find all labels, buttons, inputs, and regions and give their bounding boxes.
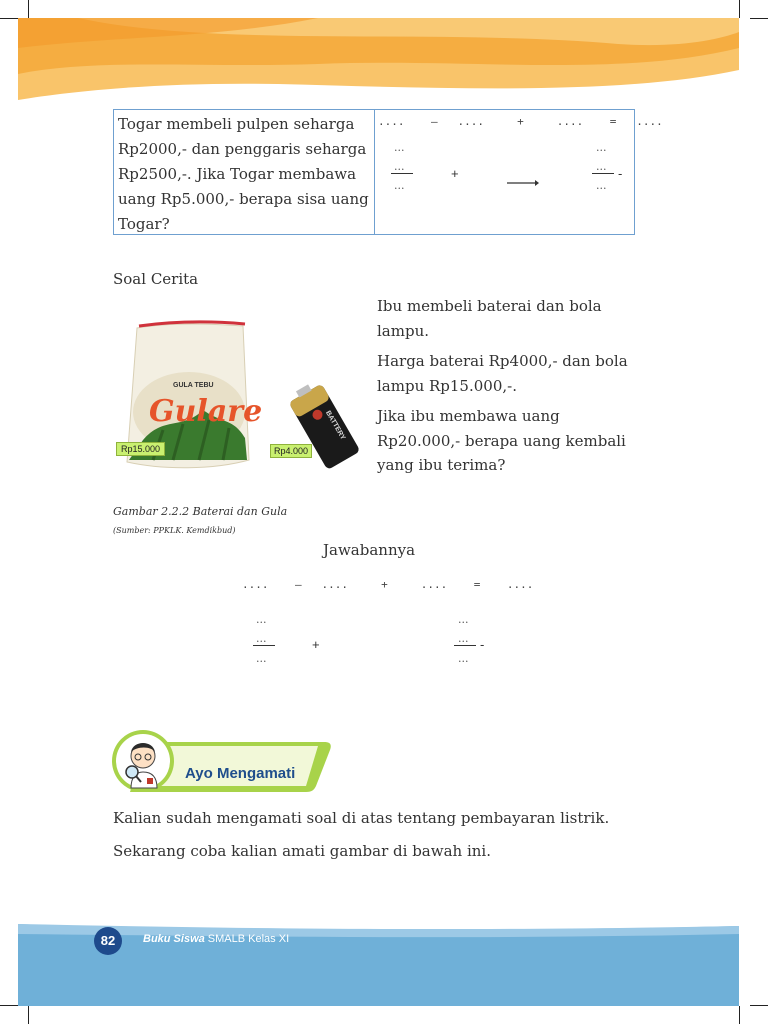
answer-equation: .... – .... + .... = .... (242, 578, 534, 591)
fraction-dots: ... (394, 160, 405, 173)
fraction-bar (454, 645, 476, 646)
fraction-bar (592, 173, 614, 174)
answer-label: Jawabannya (323, 541, 416, 559)
question-table (113, 109, 663, 235)
battery-price-tag: Rp4.000 (270, 444, 312, 458)
footer-book-rest: SMALB Kelas XI (204, 933, 290, 945)
crop-mark (739, 1006, 740, 1024)
product-image (113, 320, 365, 472)
question-text: Togar membeli pulpen seharga Rp2000,- dan penggaris seharga Rp2500,-. Jika Togar membawa uang Rp5.000,- berapa sisa uang Togar? (118, 115, 369, 233)
crop-mark (28, 0, 29, 18)
section-banner-title: Ayo Mengamati (185, 765, 296, 782)
closing-line-1: Kalian sudah mengamati soal di atas tentang pembayaran listrik. (113, 809, 610, 827)
fraction-dots: ... (596, 160, 607, 173)
fraction-bar (391, 173, 413, 174)
footer-wave (18, 906, 739, 1006)
table-equation: .... – .... + .... = .... (378, 115, 663, 128)
fraction-dots: ... (596, 141, 607, 154)
fraction-dots: ... (458, 652, 469, 665)
crop-mark (0, 1005, 18, 1006)
crop-mark (739, 0, 740, 18)
fraction-dots: ... (458, 613, 469, 626)
figure-source: (Sumber: PPKLK. Kemdikbud) (113, 526, 236, 535)
footer-book-bold: Buku Siswa (143, 933, 205, 945)
arrow-icon (507, 178, 539, 188)
plus-sign: + (451, 166, 459, 181)
crop-mark (28, 1006, 29, 1024)
fraction-dots: ... (256, 613, 267, 626)
story-paragraph-3: Jika ibu membawa uang Rp20.000,- berapa uang kembali yang ibu terima? (377, 407, 626, 474)
plus-sign: + (312, 637, 320, 652)
fraction-dots: ... (394, 141, 405, 154)
fraction-dots: ... (394, 179, 405, 192)
sugar-price-tag: Rp15.000 (116, 442, 165, 456)
footer-book-title (143, 933, 289, 945)
fraction-dots: ... (596, 179, 607, 192)
battery-icon (283, 380, 365, 472)
fraction-dots: ... (256, 632, 267, 645)
sugar-brand-small: GULA TEBU (173, 382, 214, 389)
fraction-bar (253, 645, 275, 646)
battery-label: BATTERY (324, 409, 347, 442)
table-divider (374, 110, 375, 234)
section-title: Soal Cerita (113, 270, 199, 288)
story-paragraph-2: Harga baterai Rp4000,- dan bola lampu Rp15.000,-. (377, 352, 628, 395)
story-paragraph-1: Ibu membeli baterai dan bola lampu. (377, 297, 602, 340)
minus-sign: - (480, 637, 485, 652)
crop-mark (0, 18, 18, 19)
crop-mark (750, 1005, 768, 1006)
student-magnifier-icon (117, 734, 169, 790)
fraction-dots: ... (256, 652, 267, 665)
minus-sign: - (618, 166, 623, 181)
figure-caption: Gambar 2.2.2 Baterai dan Gula (113, 505, 288, 518)
sugar-brand: Gulare (149, 394, 263, 429)
closing-line-2: Sekarang coba kalian amati gambar di bawah ini. (113, 842, 491, 860)
header-wave (18, 18, 739, 100)
fraction-dots: ... (458, 632, 469, 645)
page-number: 82 (94, 927, 122, 955)
crop-mark (750, 18, 768, 19)
